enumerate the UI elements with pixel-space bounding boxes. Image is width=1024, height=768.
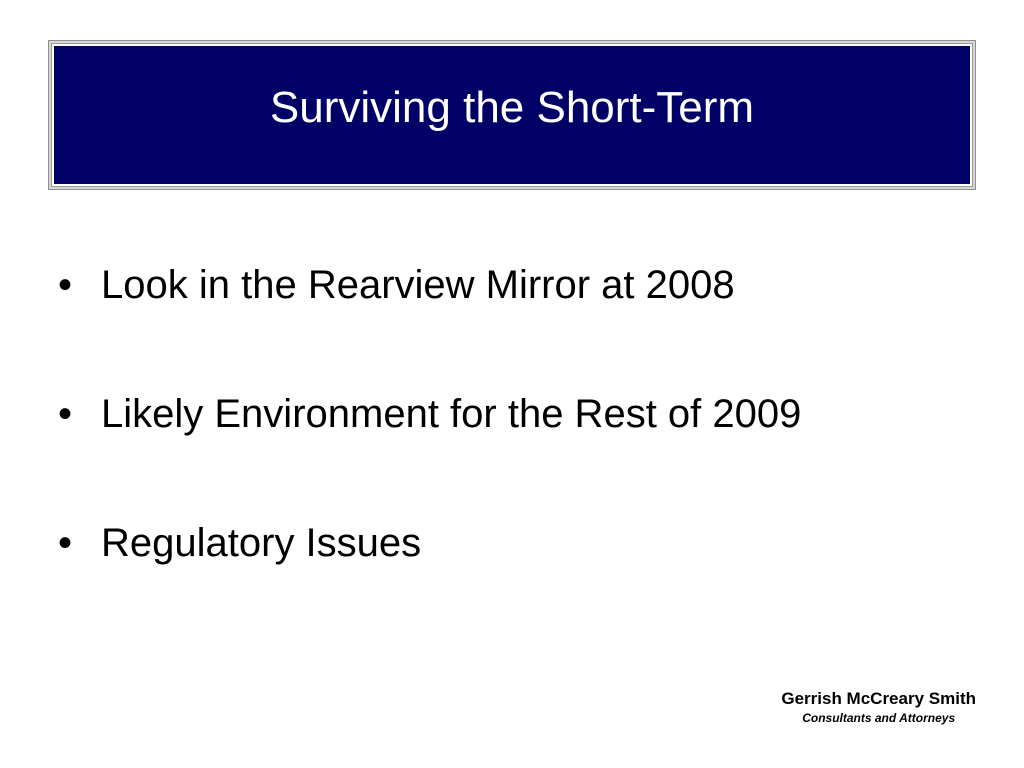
bullet-item xyxy=(58,521,801,650)
slide-title: Surviving the Short-Term xyxy=(269,83,755,132)
bullet-marker: • xyxy=(58,521,73,565)
title-frame xyxy=(48,40,976,190)
footer-branding xyxy=(781,688,976,726)
firm-name: Gerrish McCreary Smith xyxy=(781,689,976,708)
bullet-text: Look in the Rearview Mirror at 2008 xyxy=(101,263,735,307)
bullet-marker: • xyxy=(58,392,73,436)
bullet-item xyxy=(58,392,801,521)
bullet-item xyxy=(58,263,801,392)
bullet-text: Regulatory Issues xyxy=(101,521,422,565)
bullet-marker: • xyxy=(58,263,73,307)
firm-tagline: Consultants and Attorneys xyxy=(802,711,956,725)
bullet-list xyxy=(58,263,801,650)
bullet-text: Likely Environment for the Rest of 2009 xyxy=(101,392,802,436)
title-banner xyxy=(52,44,972,186)
